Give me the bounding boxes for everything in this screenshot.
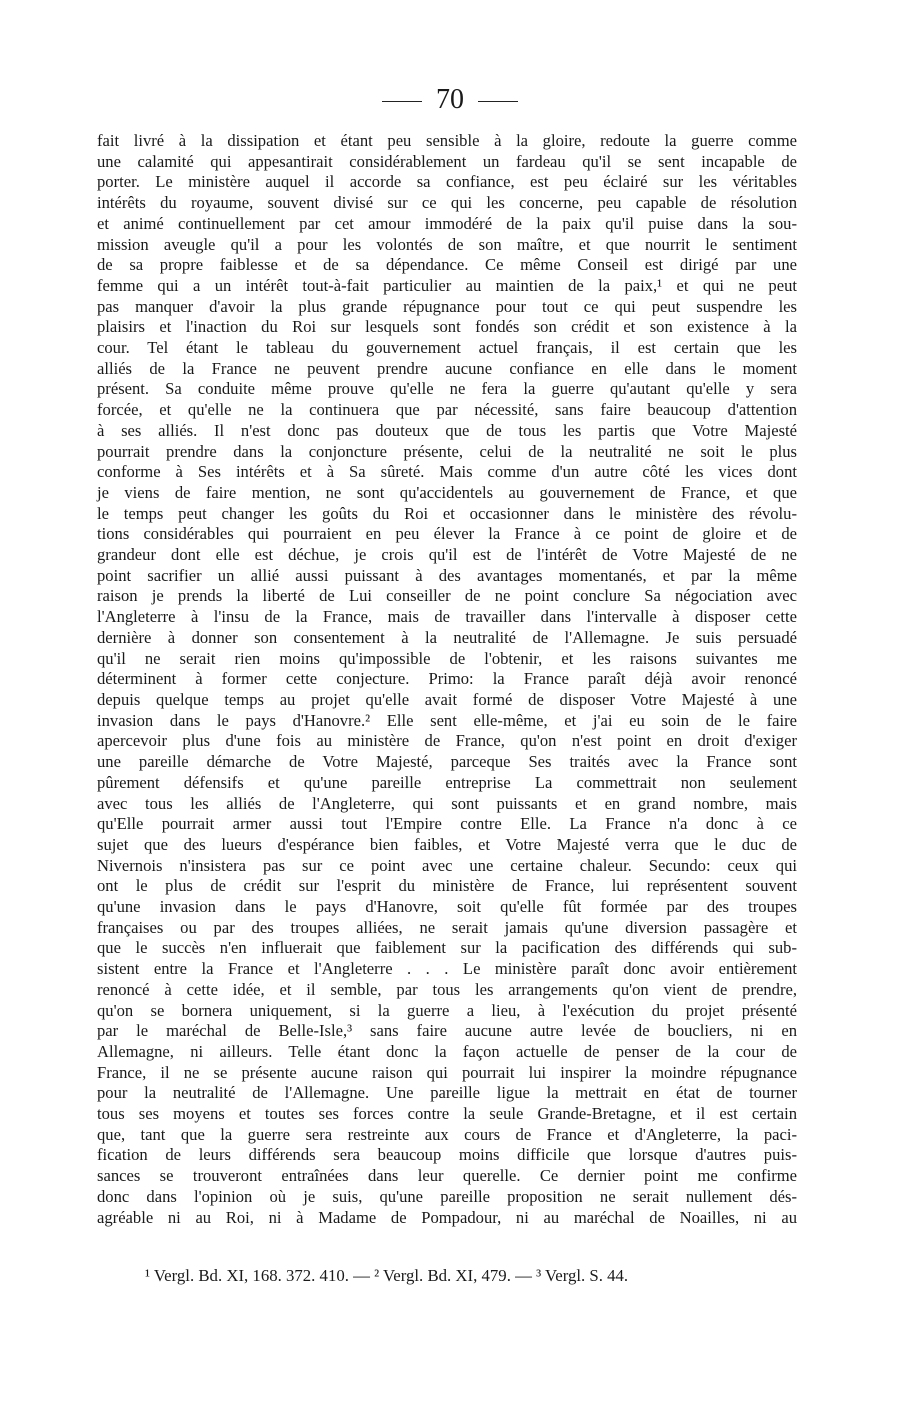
text-line: porter. Le ministère auquel il accorde sa confiance, est peu éclairé sur les véritables: [97, 172, 797, 192]
text-line: pûrement défensifs et qu'une pareille entreprise La commettrait non seulement: [97, 772, 797, 792]
text-line: femme qui a un intérêt tout-à-fait particulier au maintien de la paix,¹ et qui ne peut: [97, 275, 797, 295]
text-line: intérêts du royaume, souvent divisé sur ce qui les concerne, peu capable de résolution: [97, 193, 797, 213]
text-line: pour la neutralité de l'Allemagne. Une pareille ligue la mettrait en état de tourner: [97, 1083, 797, 1103]
text-line: fait livré à la dissipation et étant peu sensible à la gloire, redoute la guerre comme: [97, 131, 797, 150]
text-line: avec tous les alliés de l'Angleterre, qui sont puissants et en grand nombre, mais: [97, 793, 797, 813]
text-line: à ses alliés. Il n'est donc pas douteux que de tous les partis que Votre Majesté: [97, 420, 797, 440]
text-line: je viens de faire mention, ne sont qu'accidentels au gouvernement de France, et que: [97, 482, 797, 502]
text-line: depuis quelque temps au projet qu'elle avait formé de disposer Votre Majesté à une: [97, 689, 797, 709]
text-line: qu'Elle pourrait armer aussi tout l'Empire contre Elle. La France n'a donc à ce: [97, 814, 797, 834]
text-line: forcée, et qu'elle ne la continuera que par nécessité, sans faire beaucoup d'attention: [97, 400, 797, 420]
text-line: tous ses moyens et toutes ses forces contre la seule Grande-Bretagne, et il est certain: [97, 1104, 797, 1124]
text-line: françaises ou par des troupes alliées, ne serait jamais qu'une diversion passagère et: [97, 917, 797, 937]
text-line: sistent entre la France et l'Angleterre . . . Le ministère paraît donc avoir entièrement: [97, 959, 797, 979]
text-line: alliés de la France ne peuvent prendre aucune confiance en elle dans le moment: [97, 358, 797, 378]
text-line: ont le plus de crédit sur l'esprit du ministère de France, lui représentent souvent: [97, 876, 797, 896]
body-text: [97, 131, 797, 1228]
text-line: France, il ne se présente aucune raison qui pourrait lui inspirer la moindre répugnance: [97, 1062, 797, 1082]
text-line: qu'une invasion dans le pays d'Hanovre, soit qu'elle fût formée par des troupes: [97, 897, 797, 917]
text-line: conforme à Ses intérêts et à Sa sûreté. Mais comme d'un autre côté les vices dont: [97, 462, 797, 482]
text-line: sujet que des lueurs d'espérance bien faibles, et Votre Majesté verra que le duc de: [97, 834, 797, 854]
text-line: sances se trouveront entraînées dans leur querelle. Ce dernier point me confirme: [97, 1166, 797, 1186]
text-line: l'Angleterre à l'insu de la France, mais de travailler dans l'intervalle à disposer cette: [97, 607, 797, 627]
text-line: et animé continuellement par cet amour immodéré de la paix qu'il puise dans la sou-: [97, 213, 797, 233]
text-line: cour. Tel étant le tableau du gouvernement actuel français, il est certain que les: [97, 338, 797, 358]
text-line: fication de leurs différends sera beaucoup moins difficile que lorsque d'autres puis-: [97, 1145, 797, 1165]
footnotes: ¹ Vergl. Bd. XI, 168. 372. 410. — ² Vergl. Bd. XI, 479. — ³ Vergl. S. 44.: [145, 1266, 629, 1285]
text-line: une pareille démarche de Votre Majesté, parceque Ses traités avec la France sont: [97, 752, 797, 772]
page-number: 70: [436, 84, 464, 115]
text-line: grandeur dont elle est déchue, je crois qu'il est de l'intérêt de Votre Majesté de ne: [97, 545, 797, 565]
text-line: présent. Sa conduite même prouve qu'elle ne fera la guerre qu'autant qu'elle y sera: [97, 379, 797, 399]
text-line: pourrait prendre dans la conjoncture présente, celui de la neutralité ne soit le plus: [97, 441, 797, 461]
text-line: tions considérables qui pourraient en peu élever la France à ce point de gloire et de: [97, 524, 797, 544]
text-line: que le succès n'en influerait que faiblement sur la pacification des différends qui sub-: [97, 938, 797, 958]
text-line: Nivernois n'insistera pas sur ce point avec une certaine chaleur. Secundo: ceux qui: [97, 855, 797, 875]
text-line: Allemagne, ni ailleurs. Telle étant donc la façon actuelle de penser de la cour de: [97, 1041, 797, 1061]
text-line: le temps peut changer les goûts du Roi et occasionner dans le ministère des révolu-: [97, 503, 797, 523]
text-line: apercevoir plus d'une fois au ministère de France, qu'on n'est point en droit d'exiger: [97, 731, 797, 751]
text-line: qu'il ne serait rien moins qu'impossible de l'obtenir, et les raisons suivantes me: [97, 648, 797, 668]
text-line: une calamité qui appesantirait considérablement un fardeau qu'il se sent incapable de: [97, 151, 797, 171]
text-line: déterminent à former cette conjecture. Primo: la France paraît déjà avoir renoncé: [97, 669, 797, 689]
text-line: de sa propre faiblesse et de sa dépendance. Ce même Conseil est dirigé par une: [97, 255, 797, 275]
text-line: renoncé à cette idée, et il semble, par tous les arrangements qu'on vient de prendre,: [97, 979, 797, 999]
header-rule-right: [478, 101, 518, 102]
text-line: par le maréchal de Belle-Isle,³ sans faire aucune autre levée de boucliers, ni en: [97, 1021, 797, 1041]
header-rule-left: [382, 101, 422, 102]
text-line: mission aveugle qu'il a pour les volontés de son maître, et que nourrit le sentiment: [97, 234, 797, 254]
text-line: plaisirs et l'inaction du Roi sur lesquels sont fondés son crédit et son existence à la: [97, 317, 797, 337]
text-line: agréable ni au Roi, ni à Madame de Pompadour, ni au maréchal de Noailles, ni au: [97, 1207, 797, 1227]
text-line: donc dans l'opinion où je suis, qu'une pareille proposition ne serait nullement dés-: [97, 1186, 797, 1206]
text-line: point sacrifier un allié aussi puissant à des avantages momentanés, et par la même: [97, 565, 797, 585]
text-line: qu'on se bornera uniquement, si la guerre a lieu, à l'exécution du projet présenté: [97, 1000, 797, 1020]
text-line: dernière à donner son consentement à la neutralité de l'Allemagne. Je suis persuadé: [97, 627, 797, 647]
text-line: raison je prends la liberté de Lui conseiller de ne point conclure Sa négociation avec: [97, 586, 797, 606]
text-line: que, tant que la guerre sera restreinte aux cours de France et d'Angleterre, la paci-: [97, 1124, 797, 1144]
page-header: [0, 84, 900, 116]
text-line: pas manquer d'avoir la plus grande répugnance pour tout ce qui peut suspendre les: [97, 296, 797, 316]
text-line: invasion dans le pays d'Hanovre.² Elle sent elle-même, et j'ai eu soin de le faire: [97, 710, 797, 730]
